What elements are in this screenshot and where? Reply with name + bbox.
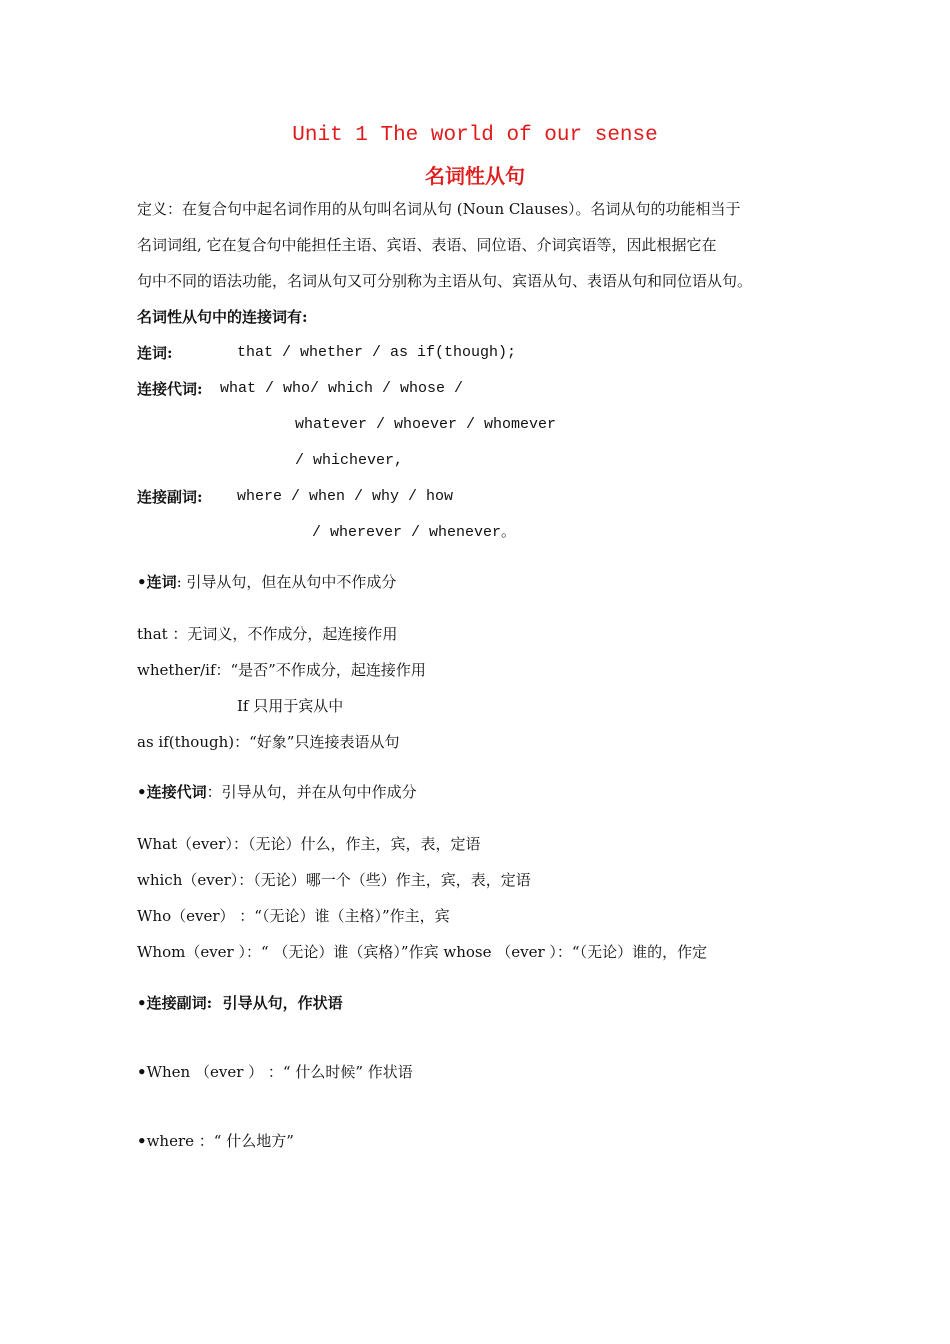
section-pronoun-heading: [137, 782, 417, 802]
title-english: Unit 1 The world of our sense: [292, 124, 658, 147]
conj-pronoun-line-3: / whichever,: [295, 452, 404, 469]
bullet-icon: •: [137, 994, 147, 1012]
conj-pronoun-line-2: whatever / whoever / whomever: [295, 416, 557, 433]
conjunction-label: 连词:: [137, 344, 173, 362]
definition-line-2: 名词词组, 它在复合句中能担任主语、宾语、表语、同位语、介词宾语等，因此根据它在: [137, 236, 717, 254]
definition-line-1: 定义：在复合句中起名词作用的从句叫名词从句 (Noun Clauses）。名词从句的功能相当于: [137, 200, 741, 218]
connectives-heading: 名词性从句中的连接词有:: [137, 308, 308, 326]
section-adverb-heading: [137, 993, 343, 1013]
pronoun-item-which: which（ever）：（无论）哪一个（些）作主，宾，表，定语: [137, 871, 531, 889]
conj-adverb-label: 连接副词:: [137, 488, 203, 506]
conj-adverb-line-2: / wherever / whenever。: [312, 524, 517, 541]
section-adverb-text: 引导从句，作状语: [222, 994, 343, 1012]
bullet-icon: •: [137, 783, 147, 801]
adverb-item-where: [137, 1131, 294, 1151]
bullet-icon: •: [137, 1132, 147, 1150]
bullet-icon: •: [137, 573, 147, 591]
conj-item-that: that ：无词义，不作成分，起连接作用: [137, 625, 398, 643]
conj-pronoun-label: 连接代词:: [137, 380, 203, 398]
section-conjunction-text: : 引导从句，但在从句中不作成分: [176, 573, 397, 591]
pronoun-item-who: Who（ever） ：“（无论）谁（主格）”作主，宾: [137, 907, 450, 925]
section-conjunction-heading: [137, 572, 396, 592]
definition-line-3: 句中不同的语法功能，名词从句又可分别称为主语从句、宾语从句、表语从句和同位语从句。: [137, 272, 753, 290]
bullet-icon: •: [137, 1063, 147, 1081]
pronoun-item-what: What（ever）：（无论）什么，作主，宾，表，定语: [137, 835, 481, 853]
title-chinese: 名词性从句: [425, 164, 525, 188]
adverb-item-when-text: When （ever ） ：“ 什么时候” 作状语: [146, 1063, 413, 1081]
section-pronoun-label: 连接代词: [146, 783, 207, 801]
section-conjunction-label: 连词: [146, 573, 177, 591]
section-adverb-label: 连接副词:: [146, 994, 213, 1012]
pronoun-item-whom: Whom（ever ）：“ （无论）谁（宾格）”作宾 whose （ever ）：“（无论）谁的，作定: [137, 943, 708, 961]
conj-pronoun-line-1: what / who/ which / whose /: [220, 380, 464, 397]
section-pronoun-text: ：引导从句，并在从句中作成分: [206, 783, 417, 801]
conjunction-list: that / whether / as if(though);: [237, 344, 517, 361]
conj-item-if-note: If 只用于宾从中: [237, 697, 344, 715]
adverb-item-when: [137, 1062, 413, 1082]
adverb-item-where-text: where ：“ 什么地方”: [146, 1132, 294, 1150]
conj-item-as-if: as if(though)：“好象”只连接表语从句: [137, 733, 400, 751]
conj-item-whether: whether/if：“是否”不作成分，起连接作用: [137, 661, 426, 679]
conj-adverb-line-1: where / when / why / how: [237, 488, 454, 505]
